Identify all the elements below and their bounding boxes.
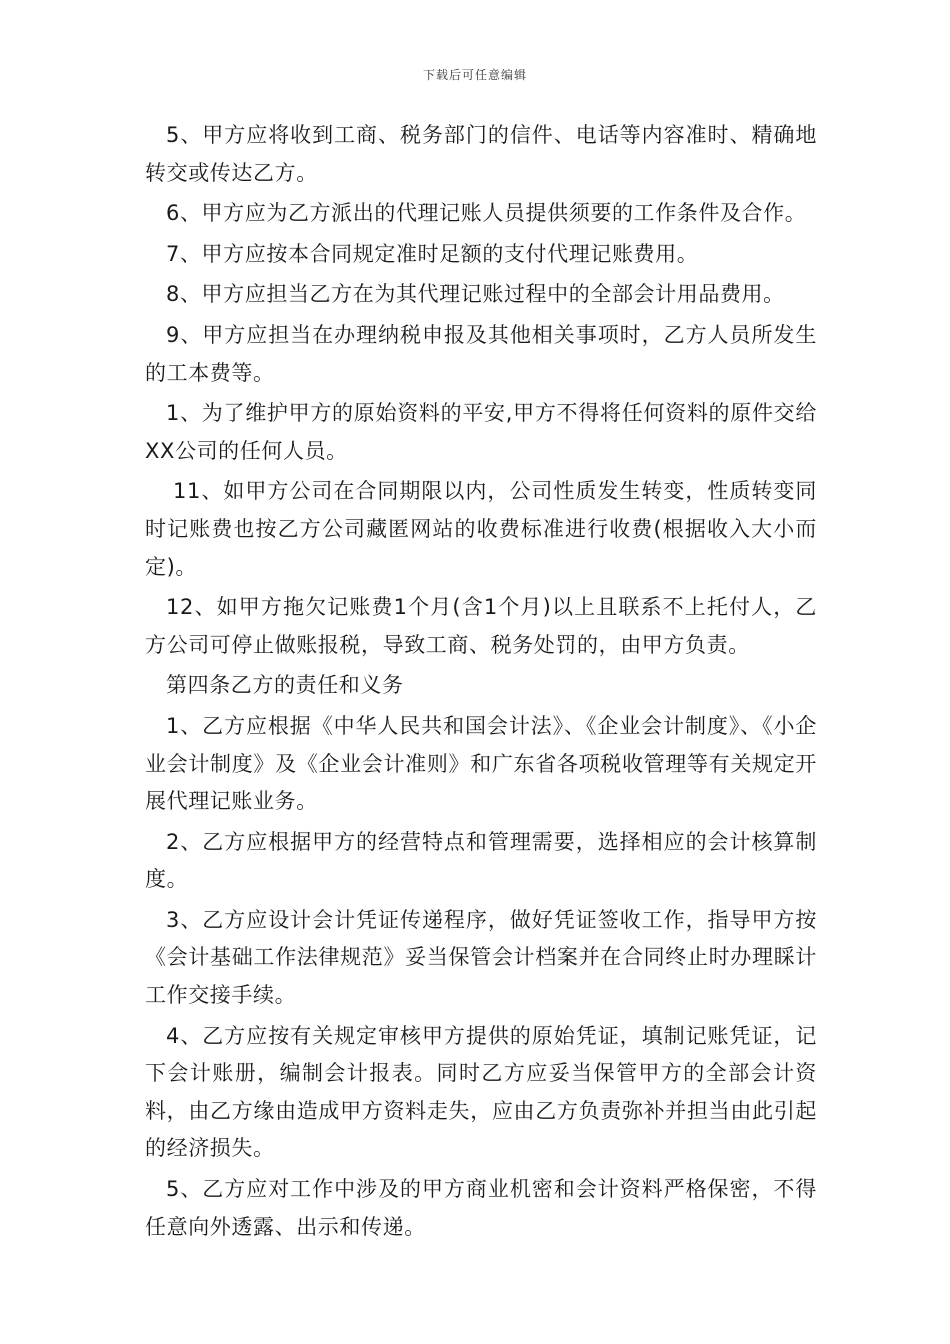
paragraph-party-b-1: 1、乙方应根据《中华人民共和国会计法》、《企业会计制度》、《小企业会计制度》及《企业会计准则》和广东省各项税收管理等有关规定开展代理记账业务。 — [145, 713, 817, 814]
paragraph-party-a-1: 1、为了维护甲方的原始资料的平安,甲方不得将任何资料的原件交给XX公司的任何人员。 — [145, 401, 817, 463]
paragraph-party-b-2: 2、乙方应根据甲方的经营特点和管理需要，选择相应的会计核算制度。 — [145, 829, 817, 892]
paragraph-party-a-11: 11、如甲方公司在合同期限以内，公司性质发生转变，性质转变同时记账费也按乙方公司藏匿网站的收费标准进行收费(根据收入大小而定)。 — [145, 479, 817, 579]
paragraph-party-b-3: 3、乙方应设计会计凭证传递程序，做好凭证签收工作，指导甲方按《会计基础工作法律规范》妥当保管会计档案并在合同终止时办理睬计工作交接手续。 — [145, 907, 817, 1008]
paragraph-party-a-9: 9、甲方应担当在办理纳税申报及其他相关事项时，乙方人员所发生的工本费等。 — [145, 322, 817, 385]
document-body — [145, 117, 817, 1249]
page-header-note: 下载后可任意编辑 — [422, 68, 527, 82]
paragraph-party-a-6: 6、甲方应为乙方派出的代理记账人员提供须要的工作条件及合作。 — [166, 201, 807, 226]
paragraph-party-b-4: 4、乙方应按有关规定审核甲方提供的原始凭证，填制记账凭证，记下会计账册，编制会计报表。同时乙方应妥当保管甲方的全部会计资料，由乙方缘由造成甲方资料走失，应由乙方负责弥补并担当由此引起的经济损失。 — [145, 1023, 817, 1161]
paragraph-party-b-5: 5、乙方应对工作中涉及的甲方商业机密和会计资料严格保密，不得任意向外透露、出示和传递。 — [145, 1177, 817, 1239]
paragraph-party-a-7: 7、甲方应按本合同规定准时足额的支付代理记账费用。 — [166, 241, 699, 266]
paragraph-party-a-8: 8、甲方应担当乙方在为其代理记账过程中的全部会计用品费用。 — [166, 282, 785, 307]
section-heading-article-4: 第四条乙方的责任和义务 — [166, 673, 404, 698]
paragraph-party-a-12: 12、如甲方拖欠记账费1个月(含1个月)以上且联系不上托付人，乙方公司可停止做账报税，导致工商、税务处罚的，由甲方负责。 — [145, 595, 817, 657]
paragraph-party-a-5: 5、甲方应将收到工商、税务部门的信件、电话等内容准时、精确地转交或传达乙方。 — [145, 123, 817, 185]
